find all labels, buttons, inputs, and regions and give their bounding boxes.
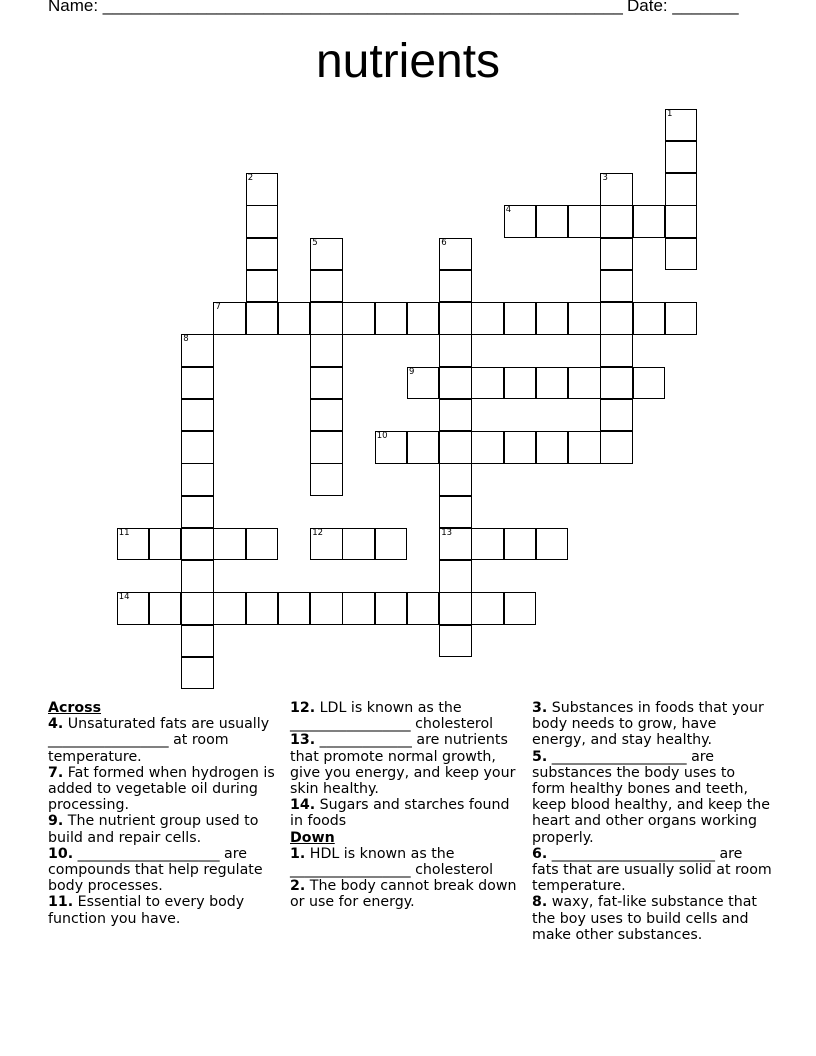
grid-cell[interactable] [439, 367, 472, 400]
grid-cell[interactable] [600, 270, 633, 303]
grid-cell[interactable] [439, 334, 472, 367]
grid-cell[interactable] [439, 592, 472, 625]
grid-cell[interactable] [568, 302, 601, 335]
clue-across-7 [48, 765, 284, 814]
clue-number-label: 2 [247, 173, 254, 184]
grid-cell[interactable] [310, 302, 343, 335]
clue-text: waxy, fat-like substance that the boy uses to build cells and make other substances. [532, 894, 757, 943]
clue-number: 7. [48, 764, 64, 781]
grid-cell[interactable] [310, 238, 343, 271]
grid-cell[interactable] [310, 270, 343, 303]
clue-number-label: 12 [312, 527, 324, 538]
grid-cell[interactable] [181, 463, 214, 496]
grid-cell[interactable] [504, 367, 537, 400]
grid-cell[interactable] [342, 528, 375, 561]
grid-cell[interactable] [600, 173, 633, 206]
clue-column-2 [290, 700, 526, 911]
across-heading: Across [48, 700, 102, 716]
grid-cell[interactable] [600, 334, 633, 367]
grid-cell[interactable] [407, 367, 440, 400]
grid-cell[interactable] [310, 367, 343, 400]
clue-number: 12. [290, 700, 316, 716]
grid-cell[interactable] [310, 592, 343, 625]
clue-number-label: 1 [666, 108, 673, 119]
clue-column-3 [532, 700, 772, 943]
grid-cell[interactable] [375, 528, 408, 561]
grid-cell[interactable] [278, 302, 311, 335]
grid-cell[interactable] [181, 560, 214, 593]
clue-text: Unsaturated fats are usually _________________ at room temperature. [48, 716, 270, 765]
grid-cell[interactable] [342, 592, 375, 625]
grid-cell[interactable] [600, 399, 633, 432]
grid-cell[interactable] [536, 431, 569, 464]
grid-cell[interactable] [439, 302, 472, 335]
page-title: nutrients [315, 35, 501, 88]
grid-cell[interactable] [407, 302, 440, 335]
grid-cell[interactable] [149, 592, 182, 625]
grid-cell[interactable] [600, 431, 633, 464]
grid-cell[interactable] [181, 431, 214, 464]
clue-number-label: 14 [118, 592, 130, 603]
grid-cell[interactable] [568, 431, 601, 464]
clue-text: ____________________ are compounds that help regulate body processes. [48, 845, 263, 895]
clue-text: The body cannot break down or use for energy. [290, 878, 517, 911]
grid-cell[interactable] [568, 367, 601, 400]
clue-number-label: 5 [312, 237, 318, 248]
grid-cell[interactable] [246, 205, 279, 238]
grid-cell[interactable] [536, 367, 569, 400]
clue-number-label: 6 [441, 237, 447, 248]
clue-number: 14. [290, 797, 316, 814]
clue-across-11 [48, 894, 284, 926]
clue-down-1 [290, 846, 526, 878]
grid-cell[interactable] [665, 173, 698, 206]
grid-cell[interactable] [181, 496, 214, 529]
clue-number: 4. [48, 716, 64, 733]
grid-cell[interactable] [633, 367, 666, 400]
grid-cell[interactable] [246, 592, 279, 625]
grid-cell[interactable] [568, 205, 601, 238]
grid-cell[interactable] [375, 302, 408, 335]
grid-cell[interactable] [439, 528, 472, 561]
clue-number: 3. [532, 700, 548, 716]
name-field[interactable]: Name: _______________________________________________________ [48, 0, 623, 15]
grid-cell[interactable] [504, 592, 537, 625]
grid-cell[interactable] [633, 302, 666, 335]
grid-cell[interactable] [181, 657, 214, 690]
clue-text: Substances in foods that your body needs to grow, have energy, and stay healthy. [532, 700, 764, 749]
clue-down-2 [290, 878, 526, 910]
grid-cell[interactable] [536, 205, 569, 238]
clue-text: Fat formed when hydrogen is added to vegetable oil during processing. [48, 764, 275, 814]
clue-number-label: 3 [602, 173, 608, 184]
clue-column-1 [48, 700, 284, 927]
grid-cell[interactable] [471, 431, 504, 464]
clue-number: 6. [532, 845, 548, 862]
grid-cell[interactable] [471, 592, 504, 625]
grid-cell[interactable] [665, 302, 698, 335]
grid-cell[interactable] [342, 302, 375, 335]
grid-cell[interactable] [213, 592, 246, 625]
grid-cell[interactable] [439, 431, 472, 464]
grid-cell[interactable] [117, 592, 150, 625]
grid-cell[interactable] [310, 334, 343, 367]
grid-cell[interactable] [213, 528, 246, 561]
clue-text: Sugars and starches found in foods [290, 797, 510, 830]
clue-number: 2. [290, 878, 306, 895]
grid-cell[interactable] [407, 592, 440, 625]
grid-cell[interactable] [665, 205, 698, 238]
grid-cell[interactable] [181, 334, 214, 367]
grid-cell[interactable] [310, 463, 343, 496]
clue-number-label: 8 [183, 334, 189, 345]
grid-cell[interactable] [375, 592, 408, 625]
grid-cell[interactable] [471, 302, 504, 335]
clue-across-13 [290, 732, 526, 797]
down-heading: Down [290, 829, 335, 846]
clue-number: 1. [290, 845, 306, 862]
grid-cell[interactable] [439, 625, 472, 658]
grid-cell[interactable] [665, 238, 698, 271]
grid-cell[interactable] [536, 528, 569, 561]
grid-cell[interactable] [278, 592, 311, 625]
grid-cell[interactable] [439, 270, 472, 303]
grid-cell[interactable] [600, 367, 633, 400]
grid-cell[interactable] [439, 463, 472, 496]
clue-number-label: 10 [376, 431, 388, 442]
grid-cell[interactable] [246, 238, 279, 271]
grid-cell[interactable] [504, 302, 537, 335]
clue-text: LDL is known as the _________________ cholesterol [290, 700, 494, 733]
grid-cell[interactable] [600, 238, 633, 271]
clue-down-3 [532, 700, 772, 749]
grid-cell[interactable] [181, 592, 214, 625]
date-field[interactable]: Date: _______ [627, 0, 739, 15]
grid-cell[interactable] [181, 528, 214, 561]
clue-number-label: 4 [505, 205, 512, 216]
clue-number: 10. [48, 845, 74, 862]
grid-cell[interactable] [439, 496, 472, 529]
clue-across-9 [48, 813, 284, 845]
clue-number: 13. [290, 732, 316, 749]
grid-cell[interactable] [665, 109, 698, 142]
grid-cell[interactable] [117, 528, 150, 561]
clue-text: HDL is known as the _________________ cholesterol [290, 845, 494, 879]
grid-cell[interactable] [149, 528, 182, 561]
clue-across-10 [48, 846, 284, 895]
clue-number-label: 9 [408, 366, 415, 377]
clue-text: _____________ are nutrients that promote normal growth, give you energy, and keep your skin healthy. [290, 732, 516, 798]
grid-cell[interactable] [310, 528, 343, 561]
grid-cell[interactable] [439, 238, 472, 271]
grid-cell[interactable] [504, 205, 537, 238]
grid-cell[interactable] [181, 367, 214, 400]
grid-cell[interactable] [310, 399, 343, 432]
clue-text: Essential to every body function you have. [48, 894, 245, 927]
grid-cell[interactable] [600, 302, 633, 335]
clue-across-14 [290, 797, 526, 829]
clue-text: The nutrient group used to build and repair cells. [48, 813, 259, 846]
clue-number-label: 11 [118, 527, 130, 538]
clue-text: ___________________ are substances the body uses to form healthy bones and teeth, keep blood healthy, and keep the heart and other organs working properly. [532, 748, 770, 846]
grid-cell[interactable] [375, 431, 408, 464]
grid-cell[interactable] [439, 399, 472, 432]
grid-cell[interactable] [504, 431, 537, 464]
grid-cell[interactable] [213, 302, 246, 335]
grid-cell[interactable] [407, 431, 440, 464]
clue-down-6 [532, 846, 772, 895]
grid-cell[interactable] [181, 399, 214, 432]
clue-across-12 [290, 700, 526, 732]
grid-cell[interactable] [310, 431, 343, 464]
clue-down-5 [532, 749, 772, 846]
clue-number-label: 13 [441, 527, 453, 538]
clue-number-label: 7 [215, 302, 221, 313]
grid-cell[interactable] [471, 528, 504, 561]
clue-down-8 [532, 894, 772, 943]
grid-cell[interactable] [246, 528, 279, 561]
grid-cell[interactable] [471, 367, 504, 400]
grid-cell[interactable] [181, 625, 214, 658]
clue-number: 9. [48, 813, 64, 830]
clue-across-4 [48, 716, 284, 765]
clue-number: 5. [532, 748, 548, 765]
grid-cell[interactable] [246, 270, 279, 303]
grid-cell[interactable] [633, 205, 666, 238]
clue-number: 11. [48, 894, 74, 911]
grid-cell[interactable] [246, 173, 279, 206]
grid-cell[interactable] [246, 302, 279, 335]
grid-cell[interactable] [439, 560, 472, 593]
grid-cell[interactable] [504, 528, 537, 561]
clue-number: 8. [532, 894, 548, 911]
grid-cell[interactable] [600, 205, 633, 238]
grid-cell[interactable] [536, 302, 569, 335]
clue-text: _______________________ are fats that are usually solid at room temperature. [532, 845, 772, 895]
grid-cell[interactable] [665, 141, 698, 174]
